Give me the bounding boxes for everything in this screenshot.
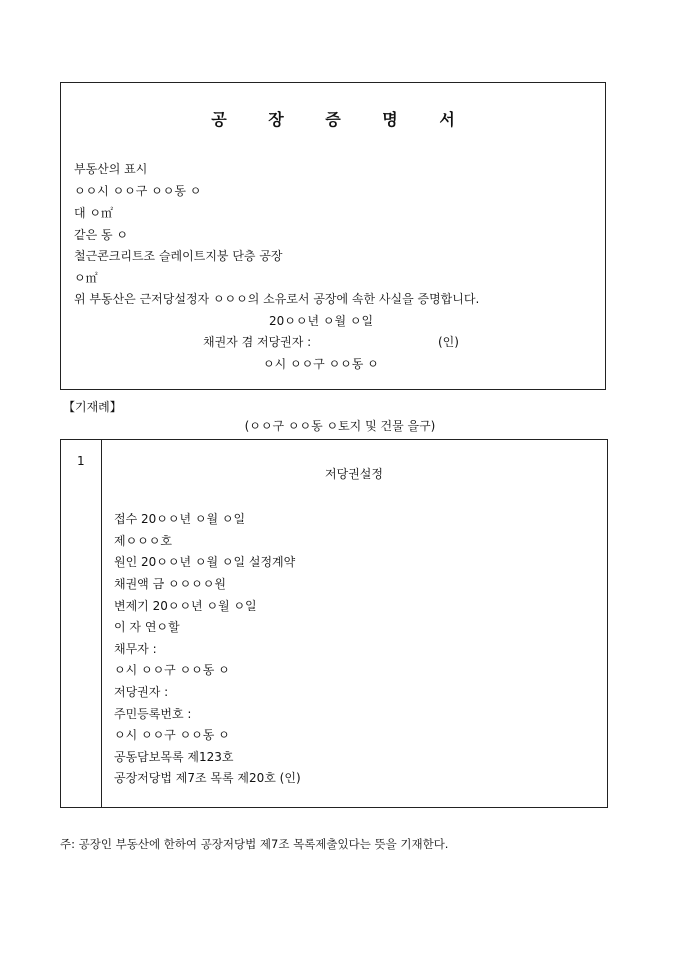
property-label: 부동산의 표시 (74, 162, 148, 176)
footnote: 주: 공장인 부동산에 한하여 공장저당법 제7조 목록제출있다는 뜻을 기재한다. (60, 837, 449, 851)
building-area: ㅇ㎡ (74, 271, 98, 285)
entry-line: 제ㅇㅇㅇ호 (114, 534, 172, 548)
entry-line: 이 자 연ㅇ할 (114, 620, 180, 634)
same-dong: 같은 동 ㅇ (74, 228, 128, 242)
entry-line: 원인 20ㅇㅇ년 ㅇ월 ㅇ일 설정계약 (114, 555, 296, 569)
entry-line: ㅇ시 ㅇㅇ구 ㅇㅇ동 ㅇ (114, 728, 230, 742)
entry-number: 1 (77, 454, 85, 468)
property-address: ㅇㅇ시 ㅇㅇ구 ㅇㅇ동 ㅇ (74, 184, 202, 198)
example-subtitle: (ㅇㅇ구 ㅇㅇ동 ㅇ토지 및 건물 을구) (244, 419, 436, 433)
entry-line: 채무자 : (114, 642, 157, 656)
certificate-date: 20ㅇㅇ년 ㅇ월 ㅇ일 (269, 314, 374, 328)
certificate-box (60, 82, 606, 390)
land-area: 대 ㅇ㎡ (74, 206, 113, 220)
entry-line: 접수 20ㅇㅇ년 ㅇ월 ㅇ일 (114, 512, 246, 526)
entry-line: 공동담보목록 제123호 (114, 750, 234, 764)
entry-line: 공장저당법 제7조 목록 제20호 (인) (114, 771, 301, 785)
certificate-title: 공 장 증 명 서 (211, 110, 473, 129)
creditor-label: 채권자 겸 저당권자 : (203, 335, 312, 349)
creditor-address: ㅇ시 ㅇㅇ구 ㅇㅇ동 ㅇ (263, 357, 379, 371)
entry-line: 변제기 20ㅇㅇ년 ㅇ월 ㅇ일 (114, 599, 257, 613)
example-label: 【기재례】 (63, 400, 122, 414)
seal-mark: (인) (438, 335, 459, 349)
entry-line: 주민등록번호 : (114, 707, 192, 721)
entry-line: 저당권자 : (114, 685, 169, 699)
registry-entry-table (60, 439, 608, 808)
building-structure: 철근콘크리트조 슬레이트지붕 단층 공장 (74, 249, 283, 263)
column-divider (101, 440, 102, 807)
certification-statement: 위 부동산은 근저당설정자 ㅇㅇㅇ의 소유로서 공장에 속한 사실을 증명합니다. (74, 292, 480, 306)
entry-line: 채권액 금 ㅇㅇㅇㅇ원 (114, 577, 226, 591)
entry-heading: 저당권설정 (325, 467, 383, 481)
entry-line: ㅇ시 ㅇㅇ구 ㅇㅇ동 ㅇ (114, 663, 230, 677)
